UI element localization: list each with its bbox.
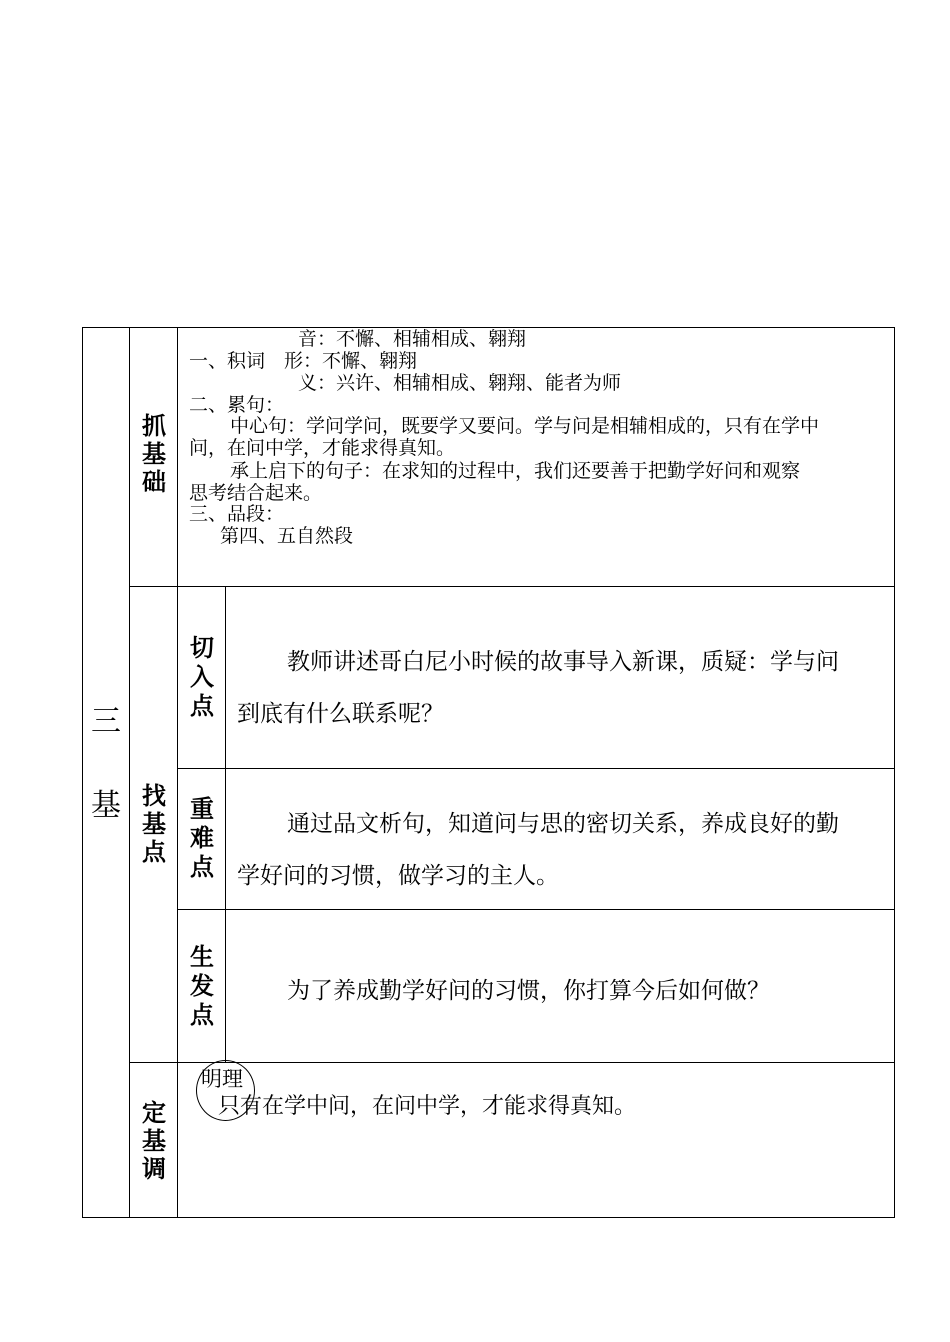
zhao-label-char: 找 <box>142 782 166 810</box>
table-border-right <box>894 327 895 1218</box>
qierudian-line-1: 教师讲述哥白尼小时候的故事导入新课，质疑：学与问 <box>287 649 839 675</box>
mingli-stamp-text: 明理 <box>201 1067 243 1091</box>
zhongnandian-label <box>178 795 226 882</box>
zhongnandian-label-char: 点 <box>190 853 214 881</box>
zhua-line-3: 义：兴许、相辅相成、翱翔、能者为师 <box>298 372 622 394</box>
row-divider-3 <box>177 909 895 910</box>
shengfadian-label-char: 点 <box>190 1001 214 1029</box>
qierudian-label-char: 入 <box>190 663 214 691</box>
qierudian-label-char: 点 <box>190 692 214 720</box>
zhongnandian-line-1: 通过品文析句，知道问与思的密切关系，养成良好的勤 <box>287 811 839 837</box>
outer-label-char: 基 <box>91 788 121 823</box>
qierudian-label <box>178 634 226 721</box>
shengfadian-label <box>178 943 226 1030</box>
zhua-line-10: 第四、五自然段 <box>220 525 354 547</box>
ding-label <box>130 1099 178 1183</box>
outer-label-char: 三 <box>91 704 121 739</box>
row-divider-2 <box>177 768 895 769</box>
shengfadian-label-char: 发 <box>190 972 214 1000</box>
zhao-label-char: 点 <box>142 838 166 866</box>
zhongnandian-label-char: 难 <box>190 824 214 852</box>
row-divider-4 <box>129 1062 895 1063</box>
zhua-line-1: 音：不懈、相辅相成、翱翔 <box>298 328 527 350</box>
row-divider-1 <box>129 586 895 587</box>
zhua-line-2: 一、积词 形：不懈、翱翔 <box>189 350 418 372</box>
zhua-line-8: 思考结合起来。 <box>189 482 323 504</box>
shengfadian-line-1: 为了养成勤学好问的习惯，你打算今后如何做？ <box>287 978 770 1004</box>
ding-label-char: 定 <box>142 1099 166 1127</box>
zhongnandian-label-char: 重 <box>190 795 214 823</box>
zhao-label <box>130 782 178 866</box>
zhongnandian-line-2: 学好问的习惯，做学习的主人。 <box>237 863 559 889</box>
zhao-label-char: 基 <box>142 810 166 838</box>
zhua-label-char: 抓 <box>142 412 166 440</box>
ding-label-char: 调 <box>142 1155 166 1183</box>
table-border-bottom <box>82 1217 895 1218</box>
outer-label <box>82 702 130 826</box>
qierudian-label-char: 切 <box>190 634 214 662</box>
zhua-line-9: 三、品段： <box>189 503 285 525</box>
ding-label-char: 基 <box>142 1127 166 1155</box>
shengfadian-label-char: 生 <box>190 943 214 971</box>
zhua-label-char: 基 <box>142 440 166 468</box>
zhua-line-6: 问，在问中学，才能求得真知。 <box>189 437 456 459</box>
zhua-line-5: 中心句：学问学问，既要学又要问。学与问是相辅相成的，只有在学中 <box>230 415 820 437</box>
qierudian-line-2: 到底有什么联系呢？ <box>237 701 444 727</box>
zhua-line-4: 二、累句： <box>189 394 285 416</box>
zhua-label-char: 础 <box>142 468 166 496</box>
zhua-line-7: 承上启下的句子：在求知的过程中，我们还要善于把勤学好问和观察 <box>230 460 801 482</box>
zhua-label <box>130 412 178 496</box>
ding-text: 只有在学中问，在问中学，才能求得真知。 <box>218 1094 637 1119</box>
